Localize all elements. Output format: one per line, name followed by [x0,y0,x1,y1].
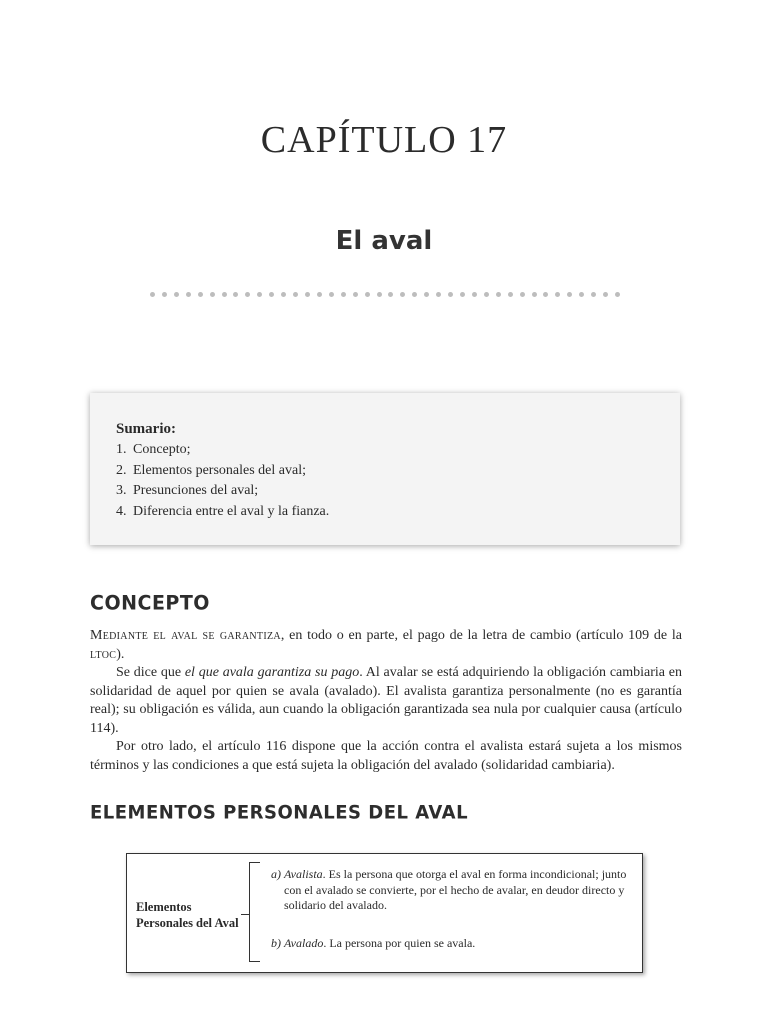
law-abbreviation: ltoc [90,646,117,662]
divider-dot [162,292,167,297]
divider-dot [388,292,393,297]
divider-dot [222,292,227,297]
smallcaps-lead: Mediante el aval se garantiza [90,628,281,643]
italic-phrase: el que avala garantiza su pago [184,665,360,680]
paragraph-text: ). [116,646,125,662]
divider-dot [520,292,525,297]
summary-list [116,440,656,522]
elementos-diagram [126,853,643,973]
divider-dot [233,292,238,297]
divider-dot [245,292,250,297]
summary-heading: Sumario: [116,421,176,437]
divider-dot [579,292,584,297]
divider-dot [150,292,155,297]
paragraph [90,664,682,738]
item-marker: a) [271,867,281,881]
divider-dot [555,292,560,297]
divider-dot [186,292,191,297]
paragraph-text: . Al avalar se está adquiriendo la obligación cambiaria en solidaridad de aquel por quien se avala (avalado). El avalista garantiza personalmente (no es garantía real); su obligación es válida, aun cuando la obligación garantizada sea nula por cualquier causa (artículo 114). [90,665,683,736]
summary-item-text: Elementos personales del aval; [133,462,306,478]
diagram-label-line: Elementos [136,900,192,914]
summary-item [116,461,656,482]
summary-item-number: 1. [116,442,127,457]
bracket [249,862,262,962]
concepto-body [90,627,682,775]
item-term: Avalado [284,936,324,950]
summary-item-number: 4. [116,503,127,519]
divider-dot [281,292,286,297]
summary-item-text: Diferencia entre el aval y la fianza. [133,503,330,519]
item-text: . Es la persona que otorga el aval en forma incondicional; junto con el avalado se convierte, por el hecho de avalar, en deudor directo y solidario del avalado. [284,867,627,912]
section-heading-concepto: CONCEPTO [90,591,210,615]
brace-tick [241,914,249,915]
dotted-divider [150,290,620,298]
divider-dot [603,292,608,297]
divider-dot [341,292,346,297]
item-marker: b) [271,936,281,950]
summary-item-text: Presunciones del aval; [133,483,259,498]
divider-dot [484,292,489,297]
divider-dot [448,292,453,297]
divider-dot [377,292,382,297]
item-text: . La persona por quien se avala. [323,936,476,950]
summary-item-number: 3. [116,483,127,498]
chapter-title: El aval [335,226,433,256]
divider-dot [424,292,429,297]
divider-dot [198,292,203,297]
divider-dot [257,292,262,297]
divider-dot [317,292,322,297]
divider-dot [329,292,334,297]
diagram-label-line: Personales del Aval [136,916,239,930]
paragraph: Por otro lado, el artículo 116 dispone que la acción contra el avalista estará sujeta a los mismos términos y las condiciones a que está sujeta la obligación del avalado (solidaridad cambiaria). [90,739,682,773]
divider-dot [496,292,501,297]
divider-dot [508,292,513,297]
divider-dot [460,292,465,297]
diagram-item-avalista [271,867,631,914]
divider-dot [436,292,441,297]
divider-dot [293,292,298,297]
divider-dot [210,292,215,297]
diagram-label [136,899,256,931]
paragraph-text: , en todo o en parte, el pago de la letra de cambio (artículo 109 de la [280,628,682,643]
divider-dot [615,292,620,297]
divider-dot [269,292,274,297]
divider-dot [305,292,310,297]
summary-item [116,481,656,502]
paragraph-text: Se dice que [116,665,185,680]
divider-dot [472,292,477,297]
chapter-number: CAPÍTULO 17 [260,119,508,161]
divider-dot [543,292,548,297]
divider-dot [365,292,370,297]
divider-dot [174,292,179,297]
paragraph [90,627,682,664]
divider-dot [591,292,596,297]
divider-dot [412,292,417,297]
diagram-item-avalado [271,936,631,952]
summary-item-text: Concepto; [133,442,191,457]
summary-box [90,393,680,545]
section-heading-elementos: ELEMENTOS PERSONALES DEL AVAL [90,801,469,824]
summary-item-number: 2. [116,462,127,478]
divider-dot [400,292,405,297]
divider-dot [567,292,572,297]
item-term: Avalista [284,867,323,881]
summary-item [116,502,656,523]
summary-item [116,440,656,461]
divider-dot [353,292,358,297]
divider-dot [532,292,537,297]
